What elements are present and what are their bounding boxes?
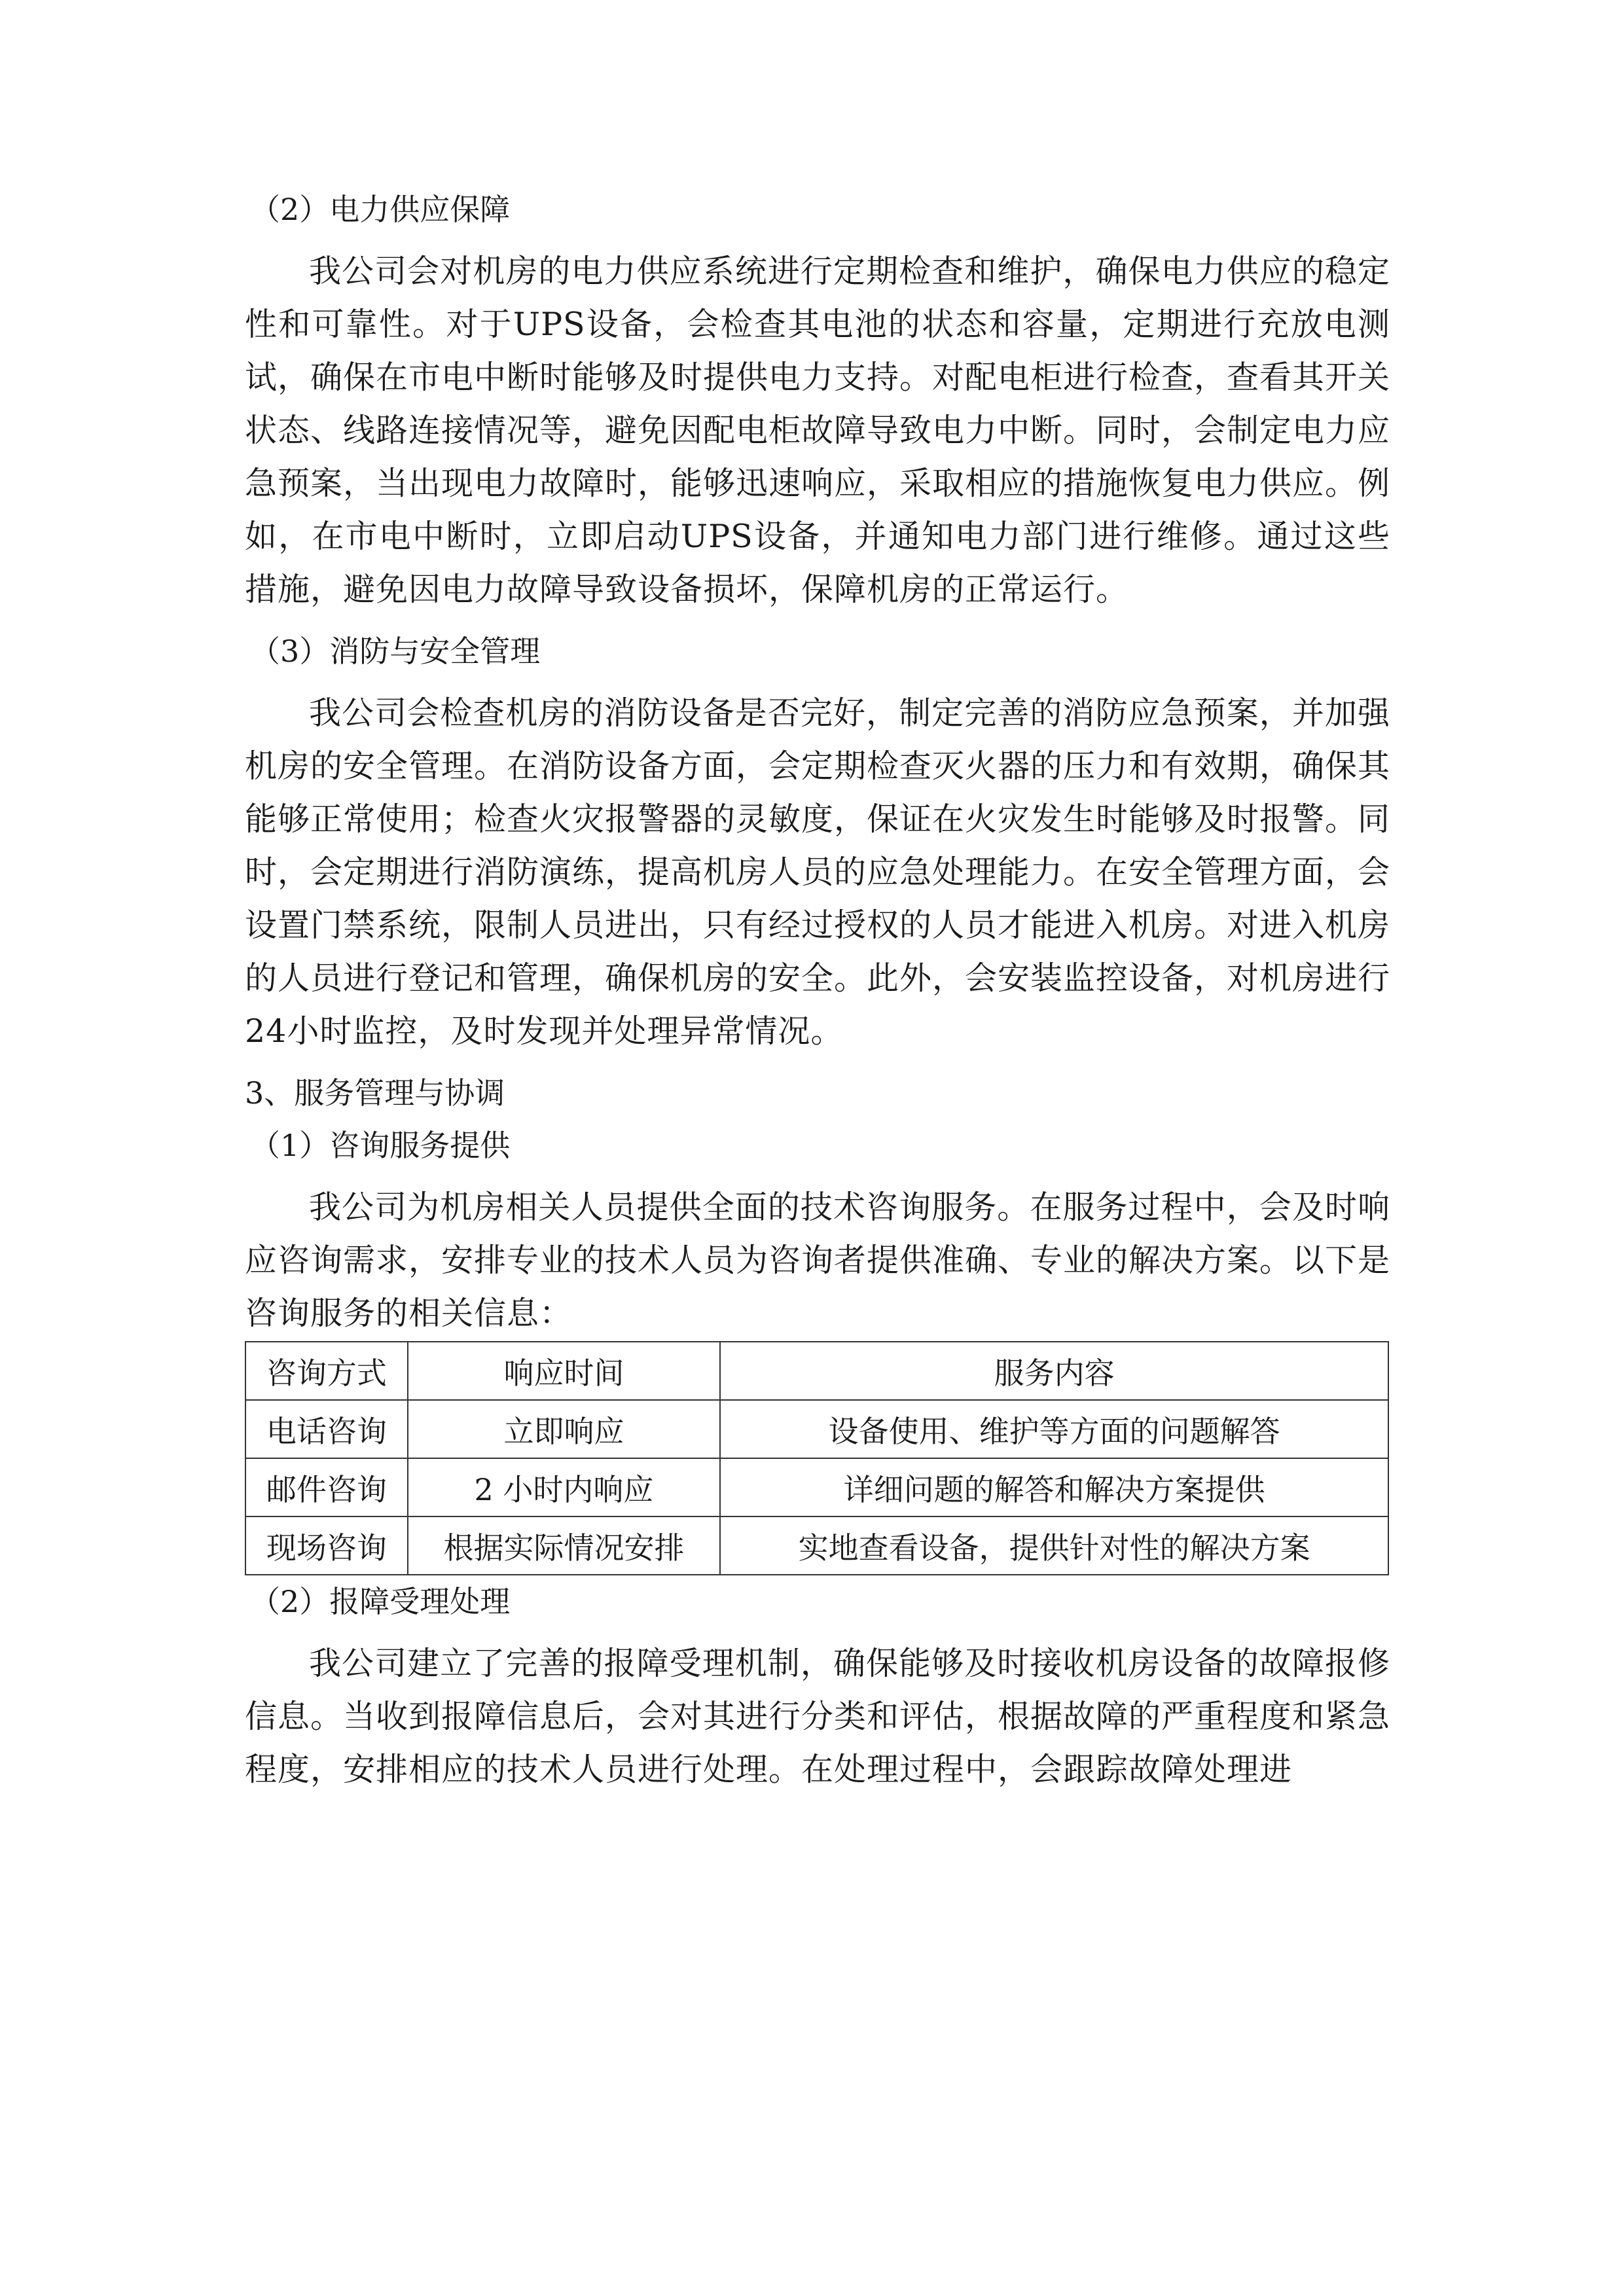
table-header-cell: 咨询方式 <box>245 1342 408 1400</box>
table-cell: 根据实际情况安排 <box>408 1516 720 1575</box>
table-cell: 详细问题的解答和解决方案提供 <box>720 1458 1388 1516</box>
fire-safety-heading: （3）消防与安全管理 <box>250 634 541 669</box>
table-cell: 现场咨询 <box>245 1516 408 1575</box>
table-header-cell: 响应时间 <box>408 1342 720 1400</box>
table-cell: 2 小时内响应 <box>408 1458 720 1516</box>
fault-handling-paragraph: 我公司建立了完善的报障受理机制，确保能够及时接收机房设备的故障报修信息。当收到报障信息后，会对其进行分类和评估，根据故障的严重程度和紧急程度，安排相应的技术人员进行处理。在处理过程中，会跟踪故障处理进 <box>245 1645 1391 1788</box>
table-cell: 立即响应 <box>408 1400 720 1458</box>
service-management-heading: 3、服务管理与协调 <box>245 1075 505 1111</box>
power-supply-paragraph: 我公司会对机房的电力供应系统进行定期检查和维护，确保电力供应的稳定性和可靠性。对于UPS设备，会检查其电池的状态和容量，定期进行充放电测试，确保在市电中断时能够及时提供电力支持。对配电柜进行检查，查看其开关状态、线路连接情况等，避免因配电柜故障导致电力中断。同时，会制定电力应急预案，当出现电力故障时，能够迅速响应，采取相应的措施恢复电力供应。例如，在市电中断时，立即启动UPS设备，并通知电力部门进行维修。通过这些措施，避免因电力故障导致设备损坏，保障机房的正常运行。 <box>245 253 1391 608</box>
table-header-cell: 服务内容 <box>720 1342 1388 1400</box>
table-header-row <box>245 1342 1388 1400</box>
table-cell: 邮件咨询 <box>245 1458 408 1516</box>
table-row <box>245 1400 1388 1458</box>
consult-service-table <box>245 1341 1389 1575</box>
table-row <box>245 1458 1388 1516</box>
power-supply-heading: （2）电力供应保障 <box>250 192 511 227</box>
fault-handling-heading: （2）报障受理处理 <box>250 1584 511 1619</box>
table-row <box>245 1516 1388 1575</box>
consult-service-paragraph: 我公司为机房相关人员提供全面的技术咨询服务。在服务过程中，会及时响应咨询需求，安排专业的技术人员为咨询者提供准确、专业的解决方案。以下是咨询服务的相关信息： <box>245 1189 1391 1332</box>
table-cell: 电话咨询 <box>245 1400 408 1458</box>
fire-safety-paragraph: 我公司会检查机房的消防设备是否完好，制定完善的消防应急预案，并加强机房的安全管理。在消防设备方面，会定期检查灭火器的压力和有效期，确保其能够正常使用；检查火灾报警器的灵敏度，保证在火灾发生时能够及时报警。同时，会定期进行消防演练，提高机房人员的应急处理能力。在安全管理方面，会设置门禁系统，限制人员进出，只有经过授权的人员才能进入机房。对进入机房的人员进行登记和管理，确保机房的安全。此外，会安装监控设备，对机房进行24小时监控，及时发现并处理异常情况。 <box>245 694 1391 1050</box>
table-cell: 设备使用、维护等方面的问题解答 <box>720 1400 1388 1458</box>
consult-service-heading: （1）咨询服务提供 <box>250 1128 511 1163</box>
table-cell: 实地查看设备，提供针对性的解决方案 <box>720 1516 1388 1575</box>
document-page <box>245 183 1390 1796</box>
